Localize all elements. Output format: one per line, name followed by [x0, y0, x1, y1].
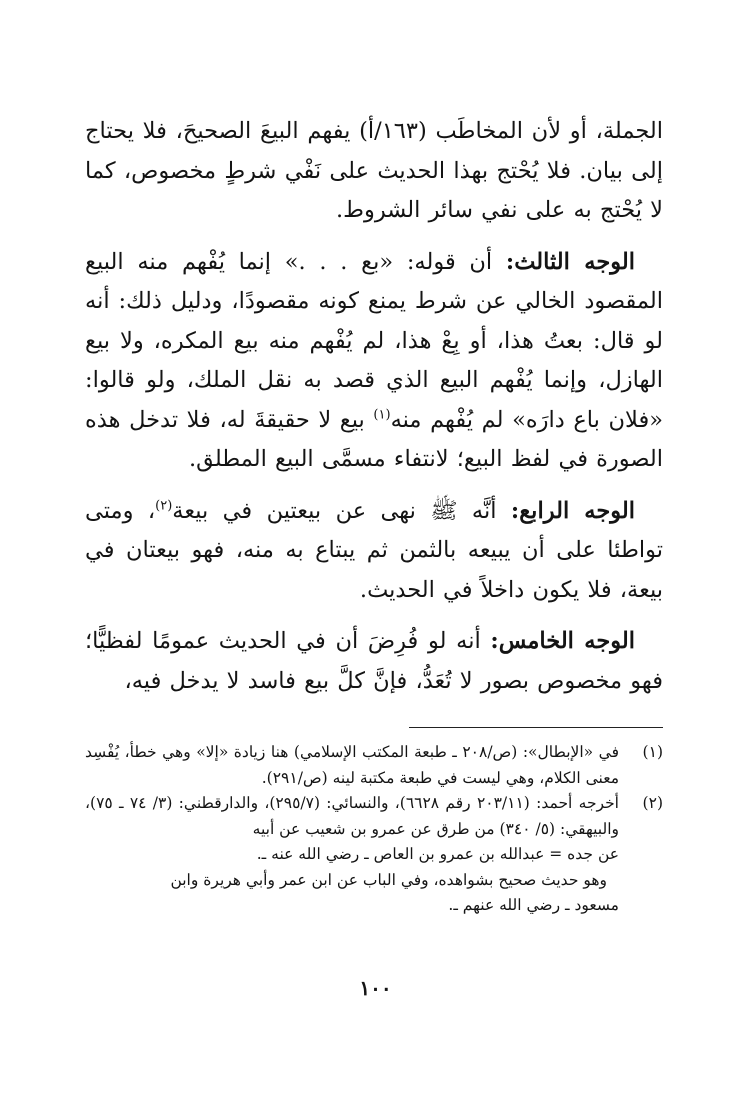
- footnotes: [85, 740, 663, 919]
- paragraph-2: [85, 243, 663, 480]
- paragraph-3: [85, 492, 663, 611]
- footnote-divider: [409, 727, 663, 728]
- paragraph-1: [85, 112, 663, 231]
- paragraph-1-text: الجملة، أو لأن المخاطَب (١٦٣/أ) يفهم البيعَ الصحيحَ، فلا يحتاج إلى بيان. فلا يُحْتج بهذا الحديث على نَفْي شرطٍ مخصوص، كما لا يُحْتج به على نفي سائر الشروط.: [85, 118, 663, 223]
- paragraph-3-text-a: أنَّه ﷺ نهى عن بيعتين في بيعة: [172, 497, 511, 524]
- paragraph-2-text-a: أن قوله: «بع . . .» إنما يُفْهم منه البيع المقصود الخالي عن شرط يمنع كونه مقصودًا، ودليل ذلك: أنه لو قال: بعتُ هذا، أو بِعْ هذا، لم يُفْهم منه بيع المكره، ولا بيع الهازل، وإنما يُفْهم البيع الذي قصد به نقل الملك، ولو قالوا: «فلان باع دارَه» لم يُفْهم منه: [85, 248, 663, 433]
- footnote-1-text: في «الإبطال»: (ص/٢٠٨ ـ طبعة المكتب الإسلامي) هنا زيادة «إلا» وهي خطأ، يُفْسِد معنى الكلام، وهي ليست في طبعة مكتبة لينه (ص/٢٩١).: [85, 743, 619, 787]
- paragraph-3-text-b: ، ومتى تواطئا على أن يبيعه بالثمن ثم يبتاع به منه، فهو بيعتان في بيعة، فلا يكون داخلاً في الحديث.: [85, 497, 663, 603]
- main-text: [85, 112, 663, 713]
- footnote-2-line-2: عن جده = عبدالله بن عمرو بن العاص ـ رضي الله عنه ـ.: [256, 845, 619, 863]
- paragraph-3-heading: الوجه الرابع:: [510, 497, 636, 524]
- footnote-2-line-3: وهو حديث صحيح بشواهده، وفي الباب عن ابن عمر وأبي هريرة وابن: [170, 870, 607, 889]
- paragraph-4-heading: الوجه الخامس:: [490, 628, 635, 654]
- footnote-ref-1[interactable]: (١): [373, 407, 391, 422]
- page-number: ١٠٠: [359, 976, 392, 1000]
- footnote-2-number: (٢): [642, 794, 663, 812]
- footnote-ref-2[interactable]: (٢): [155, 498, 173, 513]
- footnote-2-text: أخرجه أحمد: (٢٠٣/١١ رقم ٦٦٢٨)، والنسائي: (٢٩٥/٧)، والدارقطني: (٣/ ٧٤ ـ ٧٥)، والبيهقي: (٥/ ٣٤٠) من طرق عن عمرو بن شعيب عن أبيه: [85, 794, 619, 838]
- footnote-1: [85, 740, 663, 791]
- paragraph-4-text: أنه لو فُرِضَ أن في الحديث عمومًا لفظيًّا؛ فهو مخصوص بصور لا تُعَدُّ، فإنَّ كلَّ بيع فاسد لا يدخل فيه،: [85, 628, 663, 694]
- footnote-2-line-4: مسعود ـ رضي الله عنهم ـ.: [448, 896, 619, 914]
- paragraph-2-text-b: بيع لا حقيقةَ له، فلا تدخل هذه الصورة في لفظ البيع؛ لانتفاء مسمَّى البيع المطلق.: [85, 406, 663, 472]
- paragraph-4: [85, 622, 663, 701]
- paragraph-2-heading: الوجه الثالث:: [505, 248, 635, 275]
- footnote-1-number: (١): [642, 743, 663, 761]
- footnote-2: [85, 791, 663, 842]
